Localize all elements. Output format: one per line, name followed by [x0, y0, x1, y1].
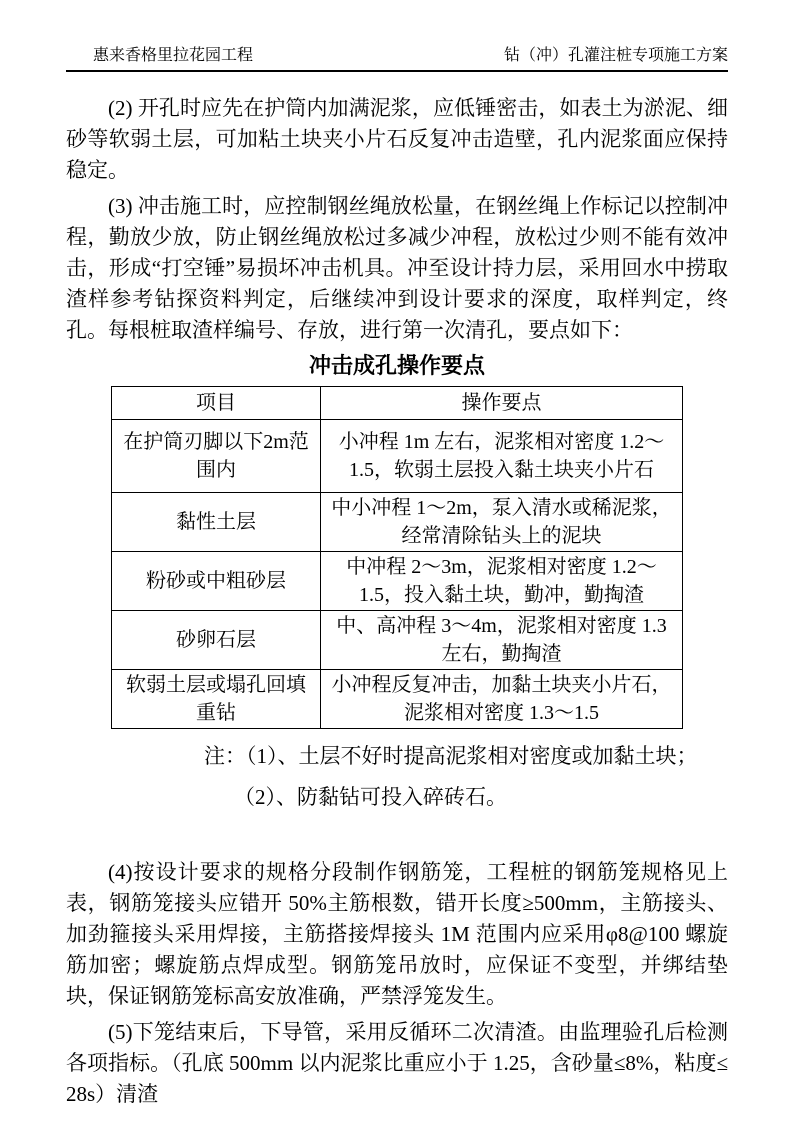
page-header: [66, 46, 728, 72]
table-row: [112, 552, 683, 611]
table-row: [112, 670, 683, 729]
table-cell-item: 黏性土层: [112, 493, 321, 552]
table-cell-item: 粉砂或中粗砂层: [112, 552, 321, 611]
header-document-title: 钻（冲）孔灌注桩专项施工方案: [503, 47, 728, 64]
header-project-name: 惠来香格里拉花园工程: [93, 47, 254, 64]
table-row: [112, 611, 683, 670]
table-note-1: 注：（1）、土层不好时提高泥浆相对密度或加黏土块；: [204, 744, 698, 768]
column-header-operation-points: 操作要点: [321, 387, 683, 420]
table-cell-item: 软弱土层或塌孔回填重钻: [112, 670, 321, 729]
table-cell-operation: 中、高冲程 3～4m，泥浆相对密度 1.3 左右，勤掏渣: [321, 611, 683, 670]
table-row: [112, 493, 683, 552]
table-cell-item: 在护筒刃脚以下2m范围内: [112, 420, 321, 493]
table-cell-operation: 中冲程 2～3m，泥浆相对密度 1.2～1.5，投入黏土块，勤冲，勤掏渣: [321, 552, 683, 611]
table-cell-item: 砂卵石层: [112, 611, 321, 670]
operation-points-table: [111, 386, 683, 729]
table-cell-operation: 中小冲程 1～2m，泵入清水或稀泥浆，经常清除钻头上的泥块: [321, 493, 683, 552]
table-row: [112, 420, 683, 493]
table-cell-operation: 小冲程反复冲击，加黏土块夹小片石，泥浆相对密度 1.3～1.5: [321, 670, 683, 729]
paragraph-2: (2) 开孔时应先在护筒内加满泥浆，应低锤密击，如表土为淤泥、细砂等软弱土层，可加粘土块夹小片石反复冲击造壁，孔内泥浆面应保持稳定。: [66, 96, 728, 182]
paragraph-5: (5)下笼结束后，下导管，采用反循环二次清渣。由监理验孔后检测各项指标。（孔底 500mm 以内泥浆比重应小于 1.25，含砂量≤8%，粘度≤28s）清渣: [66, 1020, 728, 1106]
table-header-row: [112, 387, 683, 420]
column-header-item: 项目: [112, 387, 321, 420]
table-note-2: （2）、防黏钻可投入碎砖石。: [234, 785, 507, 809]
paragraph-3: (3) 冲击施工时，应控制钢丝绳放松量，在钢丝绳上作标记以控制冲程，勤放少放，防止钢丝绳放松过多减少冲程，放松过少则不能有效冲击，形成“打空锤”易损坏冲击机具。冲至设计持力层，采用回水中捞取渣样参考钻探资料判定，后继续冲到设计要求的深度，取样判定，终孔。每根桩取渣样编号、存放，进行第一次清孔，要点如下：: [66, 194, 728, 342]
table-cell-operation: 小冲程 1m 左右，泥浆相对密度 1.2～1.5，软弱土层投入黏土块夹小片石: [321, 420, 683, 493]
table-title: 冲击成孔操作要点: [308, 353, 485, 378]
paragraph-4: (4)按设计要求的规格分段制作钢筋笼，工程桩的钢筋笼规格见上表，钢筋笼接头应错开 50%主筋根数，错开长度≥500mm，主筋接头、加劲箍接头采用焊接，主筋搭接焊接头 1M 范围内应采用φ8@100 螺旋筋加密；螺旋筋点焊成型。钢筋笼吊放时，应保证不变型，并绑结垫块，保证钢筋笼标高安放准确，严禁浮笼发生。: [66, 860, 728, 1008]
